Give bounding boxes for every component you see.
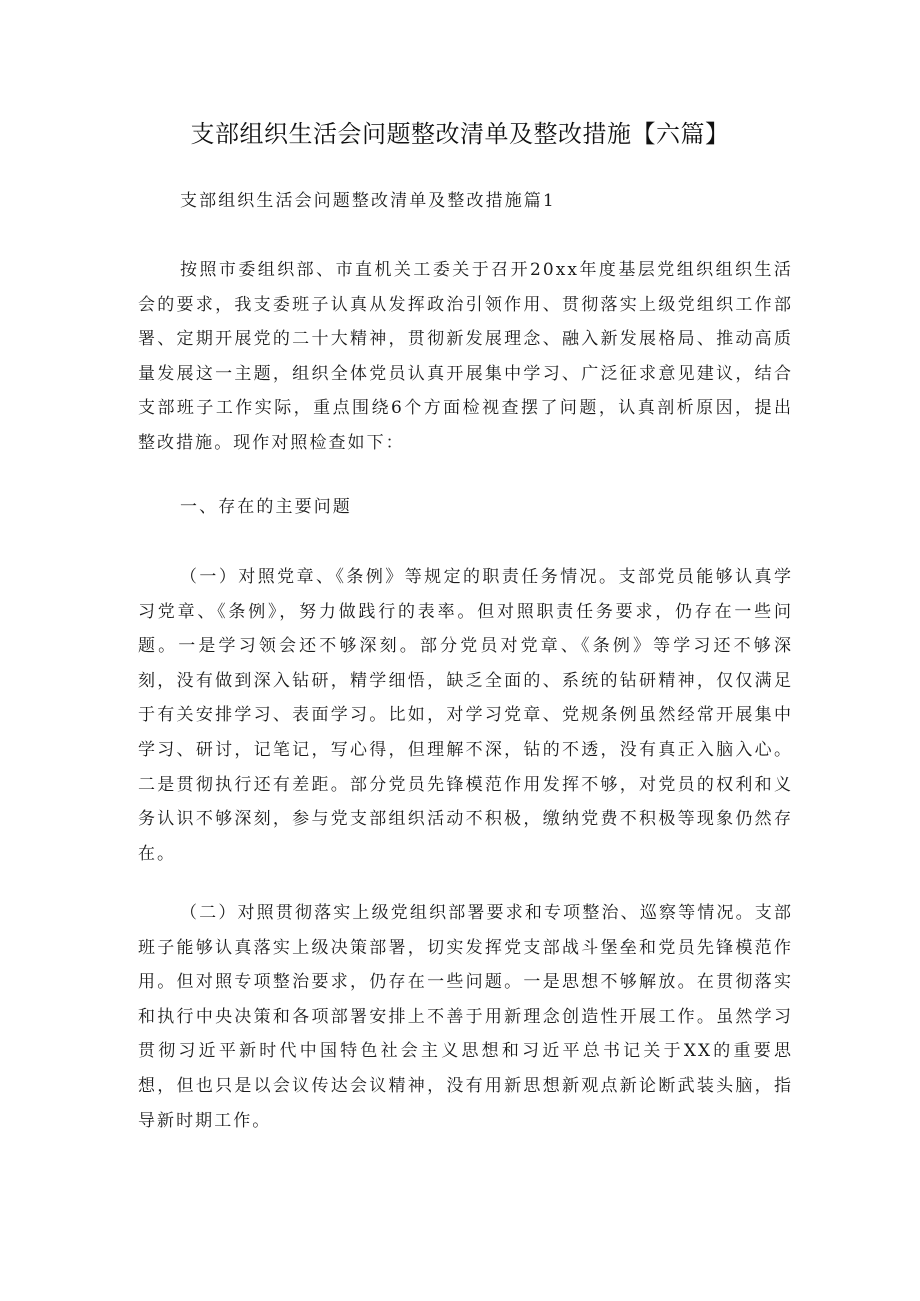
document-title: 支部组织生活会问题整改清单及整改措施【六篇】 [190, 120, 730, 148]
section-heading: 一、存在的主要问题 [180, 497, 352, 517]
intro-paragraph: 按照市委组织部、市直机关工委关于召开20xx年度基层党组织组织生活会的要求，我支委班子认真从发挥政治引领作用、贯彻落实上级党组织工作部署、定期开展党的二十大精神，贯彻新发展理念、融入新发展格局、推动高质量发展这一主题，组织全体党员认真开展集中学习、广泛征求意见建议，结合支部班子工作实际，重点围绕6个方面检视查摆了问题，认真剖析原因，提出整改措施。现作对照检查如下： [138, 260, 793, 453]
body-paragraph-1: （一）对照党章、《条例》等规定的职责任务情况。支部党员能够认真学习党章、《条例》，努力做践行的表率。但对照职责任务要求，仍存在一些问题。一是学习领会还不够深刻。部分党员对党章、《条例》等学习还不够深刻，没有做到深入钻研，精学细悟，缺乏全面的、系统的钻研精神，仅仅满足于有关安排学习、表面学习。比如，对学习党章、党规条例虽然经常开展集中学习、研讨，记笔记，写心得，但理解不深，钻的不透，没有真正入脑入心。二是贯彻执行还有差距。部分党员先锋模范作用发挥不够，对党员的权利和义务认识不够深刻，参与党支部组织活动不积极，缴纳党费不积极等现象仍然存在。 [138, 567, 793, 864]
body-paragraph-2: （二）对照贯彻落实上级党组织部署要求和专项整治、巡察等情况。支部班子能够认真落实上级决策部署，切实发挥党支部战斗堡垒和党员先锋模范作用。但对照专项整治要求，仍存在一些问题。一是思想不够解放。在贯彻落实和执行中央决策和各项部署安排上不善于用新理念创造性开展工作。虽然学习贯彻习近平新时代中国特色社会主义思想和习近平总书记关于XX的重要思想，但也只是以会议传达会议精神，没有用新思想新观点新论断武装头脑，指导新时期工作。 [138, 903, 793, 1131]
document-subtitle: 支部组织生活会问题整改清单及整改措施篇1 [180, 191, 556, 211]
